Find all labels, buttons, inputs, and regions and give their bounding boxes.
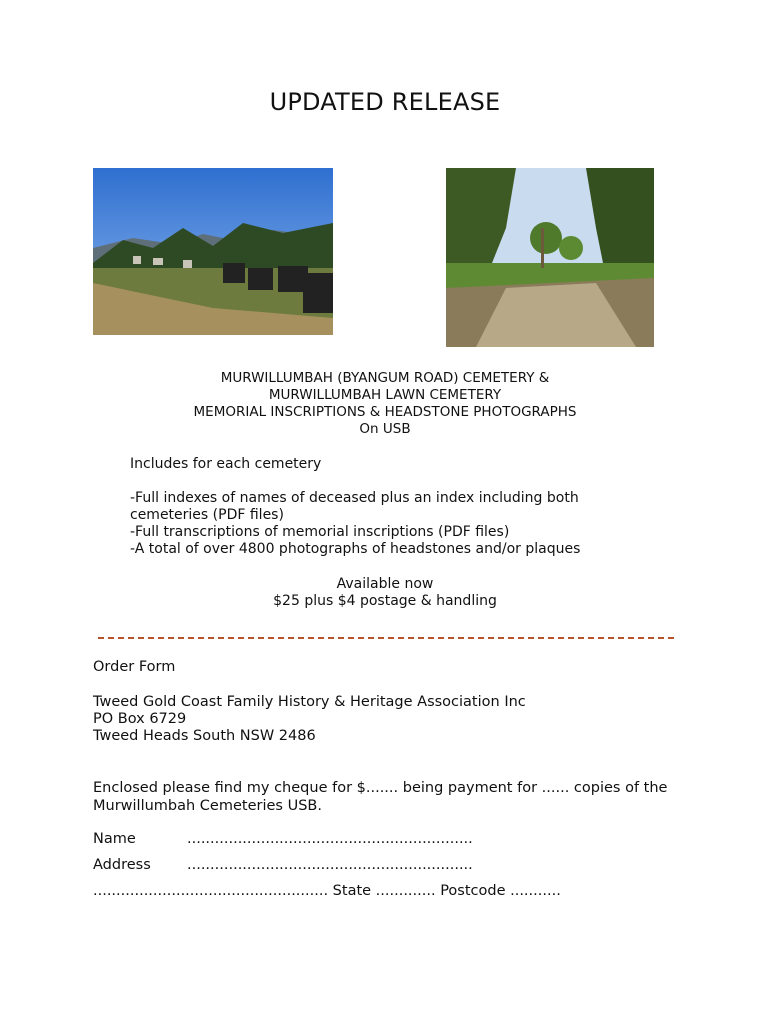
address-line: Tweed Heads South NSW 2486 [93, 728, 316, 744]
cemetery-photo-left [93, 168, 333, 335]
address-label: Address [93, 857, 151, 873]
postal-address [93, 694, 526, 745]
features-list [130, 490, 650, 558]
heading-line-3: MEMORIAL INSCRIPTIONS & HEADSTONE PHOTOGRAPHS [193, 404, 577, 420]
list-item: -A total of over 4800 photographs of headstones and/or plaques [130, 541, 581, 557]
address-line: Tweed Gold Coast Family History & Heritage Association Inc [93, 694, 526, 710]
name-label: Name [93, 831, 136, 847]
price-line: $25 plus $4 postage & handling [273, 593, 497, 609]
order-form-title: Order Form [93, 659, 176, 675]
heading-line-4: On USB [359, 421, 411, 437]
dashed-divider [98, 637, 674, 639]
page-title: UPDATED RELEASE [269, 88, 501, 116]
name-field-row[interactable] [93, 831, 473, 847]
state-postcode-field-row[interactable]: ................................................... State ............. Postcode ........... [93, 883, 561, 899]
product-heading [0, 370, 770, 438]
address-field-row[interactable] [93, 857, 473, 873]
name-field[interactable]: .............................................................. [187, 831, 473, 847]
availability-line-1: Available now [336, 576, 434, 592]
address-field[interactable]: .............................................................. [187, 857, 473, 873]
list-item: -Full indexes of names of deceased plus an index including both cemeteries (PDF files) [130, 490, 579, 523]
availability [0, 576, 770, 610]
cemetery-photo-right [446, 168, 654, 347]
heading-line-2: MURWILLUMBAH LAWN CEMETERY [268, 387, 502, 403]
includes-text: Includes for each cemetery [130, 456, 322, 472]
cheque-statement: Enclosed please find my cheque for $....... being payment for ...... copies of the Murwillumbah Cemeteries USB. [93, 780, 668, 814]
address-line: PO Box 6729 [93, 711, 187, 727]
list-item: -Full transcriptions of memorial inscriptions (PDF files) [130, 524, 510, 540]
heading-line-1: MURWILLUMBAH (BYANGUM ROAD) CEMETERY & [220, 370, 550, 386]
